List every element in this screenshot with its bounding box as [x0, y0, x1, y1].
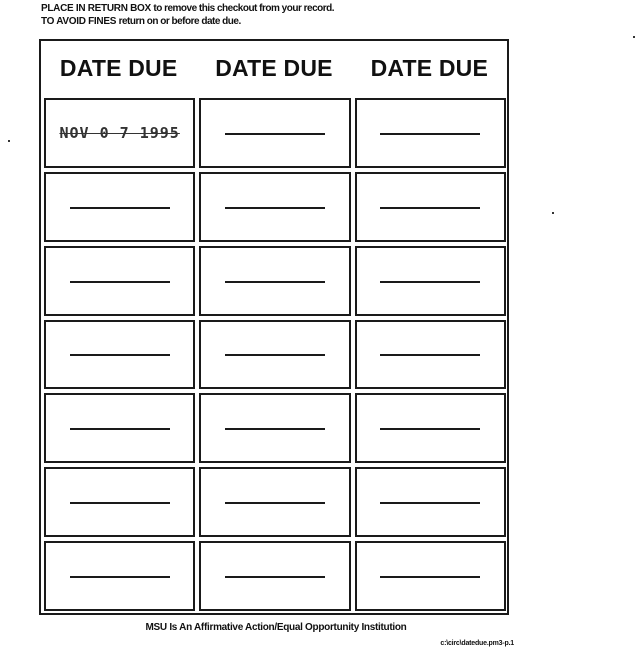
date-line [380, 502, 480, 504]
date-line [70, 576, 170, 578]
date-line [380, 281, 480, 283]
date-due-box-r1-c1 [44, 98, 195, 168]
date-line [70, 428, 170, 430]
date-line [380, 428, 480, 430]
date-due-card [39, 39, 509, 615]
date-due-box-r3-c2 [199, 246, 350, 316]
notice-line-2-strong: TO AVOID FINES [41, 16, 117, 27]
date-due-box-r4-c1 [44, 320, 195, 390]
date-due-header-row [41, 41, 507, 96]
date-line [225, 133, 325, 135]
date-due-box-r1-c3 [355, 98, 506, 168]
date-line [380, 576, 480, 578]
date-due-grid [44, 98, 506, 611]
date-line [380, 354, 480, 356]
date-due-box-r6-c2 [199, 467, 350, 537]
date-stamp: NOV 0 7 1995 [59, 123, 180, 142]
date-line [225, 354, 325, 356]
date-line [225, 207, 325, 209]
notice-line-2-rest: return on or before date due. [118, 16, 241, 27]
date-line [70, 207, 170, 209]
date-line [225, 502, 325, 504]
date-due-box-r2-c2 [199, 172, 350, 242]
date-line [70, 354, 170, 356]
date-line [70, 281, 170, 283]
date-due-box-r3-c1 [44, 246, 195, 316]
institution-statement: MSU Is An Affirmative Action/Equal Opportunity Institution [145, 622, 407, 633]
date-line [225, 281, 325, 283]
date-due-box-r7-c1 [44, 541, 195, 611]
column-header-2: DATE DUE [215, 55, 333, 81]
notice-line-1-strong: PLACE IN RETURN BOX [41, 3, 151, 14]
notice-line-2 [41, 15, 541, 28]
column-header-3: DATE DUE [370, 55, 489, 81]
date-line [380, 133, 480, 135]
date-due-box-r3-c3 [355, 246, 506, 316]
date-due-box-r5-c1 [44, 393, 195, 463]
return-notice [41, 2, 541, 28]
scan-speck [633, 36, 635, 38]
date-line [225, 576, 325, 578]
column-header-1: DATE DUE [59, 55, 178, 81]
notice-line-1 [41, 2, 541, 15]
form-code: c:\circ\datedue.pm3-p.1 [440, 640, 514, 647]
date-line [225, 428, 325, 430]
date-due-box-r4-c2 [199, 320, 350, 390]
scan-speck [8, 140, 10, 142]
date-due-box-r5-c3 [355, 393, 506, 463]
date-due-box-r5-c2 [199, 393, 350, 463]
date-line [70, 502, 170, 504]
date-due-box-r6-c3 [355, 467, 506, 537]
date-due-box-r7-c3 [355, 541, 506, 611]
date-due-box-r4-c3 [355, 320, 506, 390]
date-due-box-r2-c3 [355, 172, 506, 242]
date-due-box-r2-c1 [44, 172, 195, 242]
date-due-box-r1-c2 [199, 98, 350, 168]
date-line [380, 207, 480, 209]
notice-line-1-rest: to remove this checkout from your record. [153, 3, 335, 14]
date-due-box-r6-c1 [44, 467, 195, 537]
date-due-box-r7-c2 [199, 541, 350, 611]
scan-speck [552, 212, 554, 214]
